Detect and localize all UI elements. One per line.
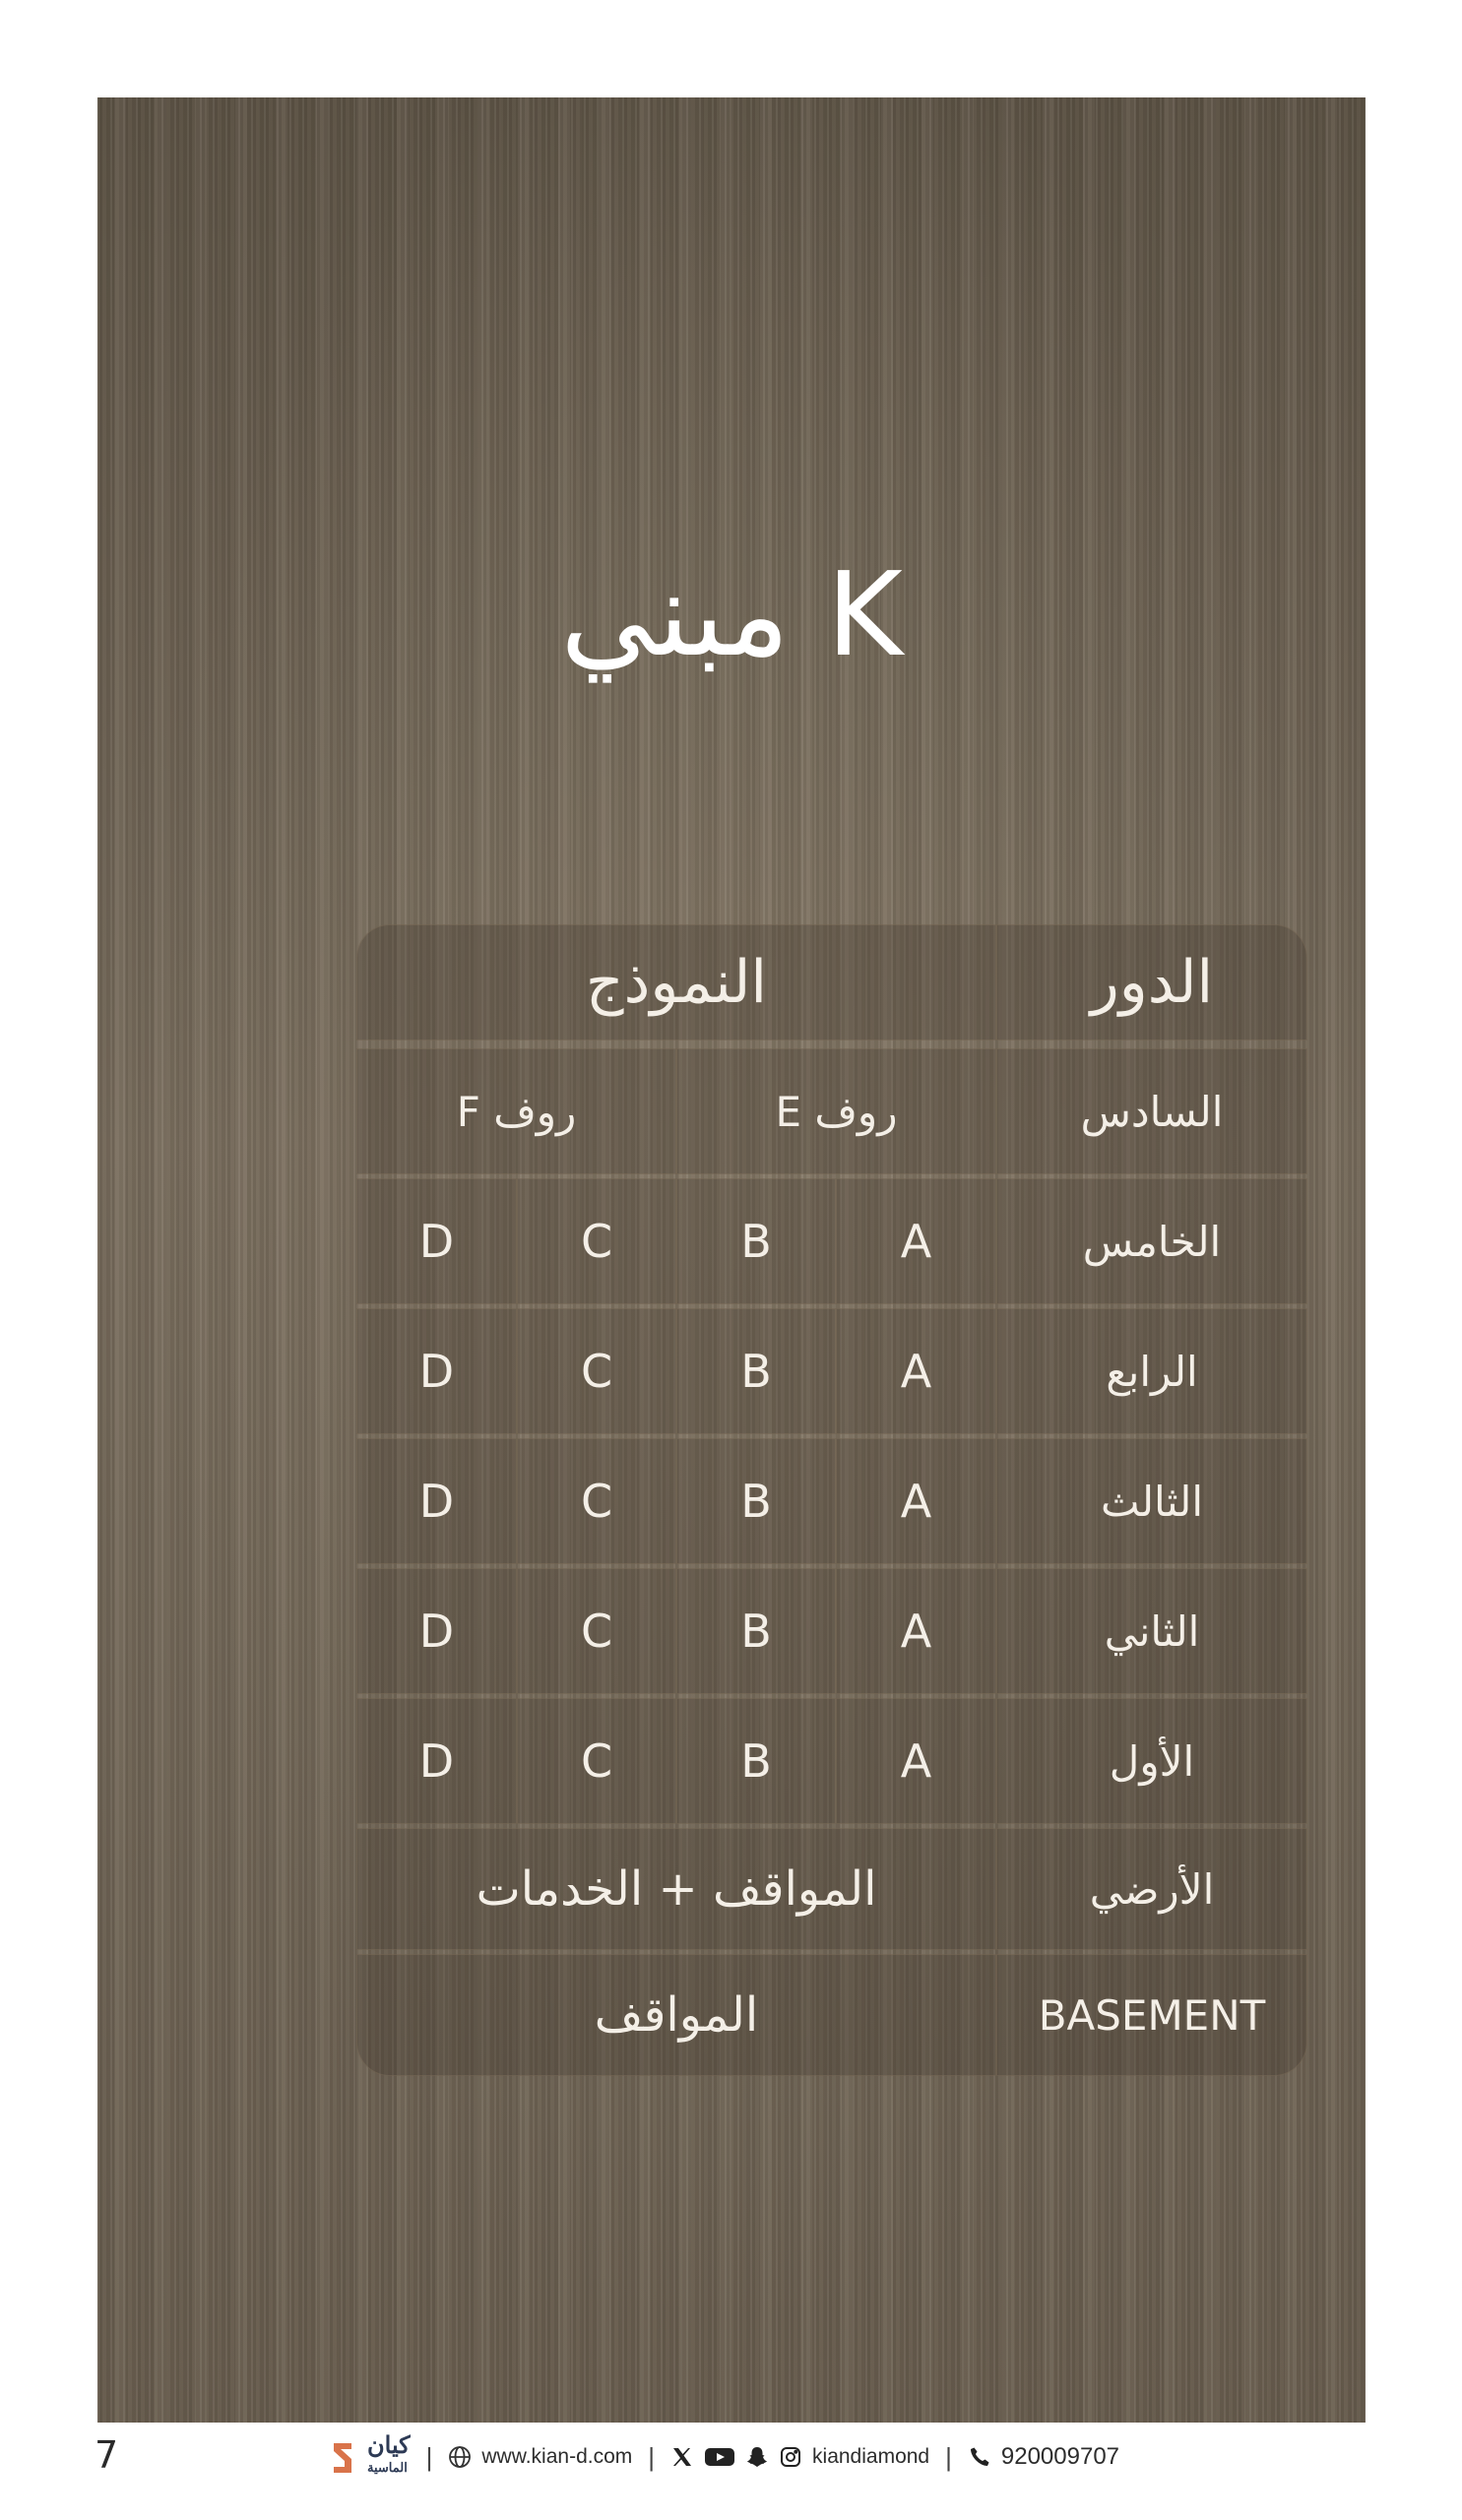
- instagram-icon[interactable]: [779, 2445, 802, 2469]
- roof-f-cell: روف F: [356, 1048, 676, 1174]
- phone-number[interactable]: 920009707: [1000, 2443, 1120, 2470]
- floor-label-sixth: السادس: [996, 1048, 1307, 1174]
- website-link[interactable]: www.kian-d.com: [481, 2445, 633, 2468]
- unit-c: C: [517, 1698, 676, 1824]
- floor-label: الأول: [996, 1698, 1307, 1824]
- unit-b: B: [676, 1568, 836, 1694]
- floor-model-table: [356, 924, 1307, 2080]
- snapchat-icon[interactable]: [745, 2445, 769, 2469]
- company-logo-text: [367, 2432, 411, 2479]
- floor-label: الثالث: [996, 1438, 1307, 1564]
- unit-c: C: [517, 1438, 676, 1564]
- page-number: 7: [95, 2433, 119, 2477]
- unit-c: C: [517, 1178, 676, 1304]
- unit-b: B: [676, 1178, 836, 1304]
- unit-a: A: [836, 1178, 996, 1304]
- unit-b: B: [676, 1308, 836, 1434]
- footer-bar: [330, 2431, 1119, 2483]
- unit-d: D: [356, 1698, 517, 1824]
- unit-b: B: [676, 1698, 836, 1824]
- footer-separator: |: [648, 2441, 656, 2472]
- header-floor: الدور: [996, 924, 1307, 1040]
- youtube-icon[interactable]: [704, 2445, 735, 2469]
- unit-a: A: [836, 1308, 996, 1434]
- x-twitter-icon[interactable]: [670, 2445, 694, 2469]
- floor-label: الثاني: [996, 1568, 1307, 1694]
- ground-content: المواقف + الخدمات: [356, 1828, 996, 1950]
- floor-label-ground: الأرضي: [996, 1828, 1307, 1950]
- unit-d: D: [356, 1308, 517, 1434]
- unit-b: B: [676, 1438, 836, 1564]
- basement-content: المواقف: [356, 1954, 996, 2076]
- footer-separator: |: [945, 2441, 952, 2472]
- footer-separator: |: [425, 2441, 433, 2472]
- unit-d: D: [356, 1568, 517, 1694]
- unit-c: C: [517, 1568, 676, 1694]
- unit-a: A: [836, 1438, 996, 1564]
- globe-icon: [448, 2445, 472, 2469]
- logo-line2: الماسية: [367, 2460, 408, 2475]
- floor-label: الخامس: [996, 1178, 1307, 1304]
- unit-a: A: [836, 1568, 996, 1694]
- unit-d: D: [356, 1438, 517, 1564]
- page-title: مبني K: [560, 546, 903, 682]
- unit-c: C: [517, 1308, 676, 1434]
- social-handle[interactable]: kiandiamond: [812, 2445, 930, 2468]
- unit-d: D: [356, 1178, 517, 1304]
- logo-line1: كيان: [367, 2432, 411, 2459]
- phone-icon: [968, 2445, 991, 2469]
- company-logo-icon: [330, 2437, 357, 2477]
- brushed-bronze-panel: [97, 97, 1366, 2423]
- header-model: النموذج: [356, 924, 996, 1040]
- roof-e-cell: روف E: [676, 1048, 996, 1174]
- floor-label: الرابع: [996, 1308, 1307, 1434]
- floor-label-basement: BASEMENT: [996, 1954, 1307, 2076]
- unit-a: A: [836, 1698, 996, 1824]
